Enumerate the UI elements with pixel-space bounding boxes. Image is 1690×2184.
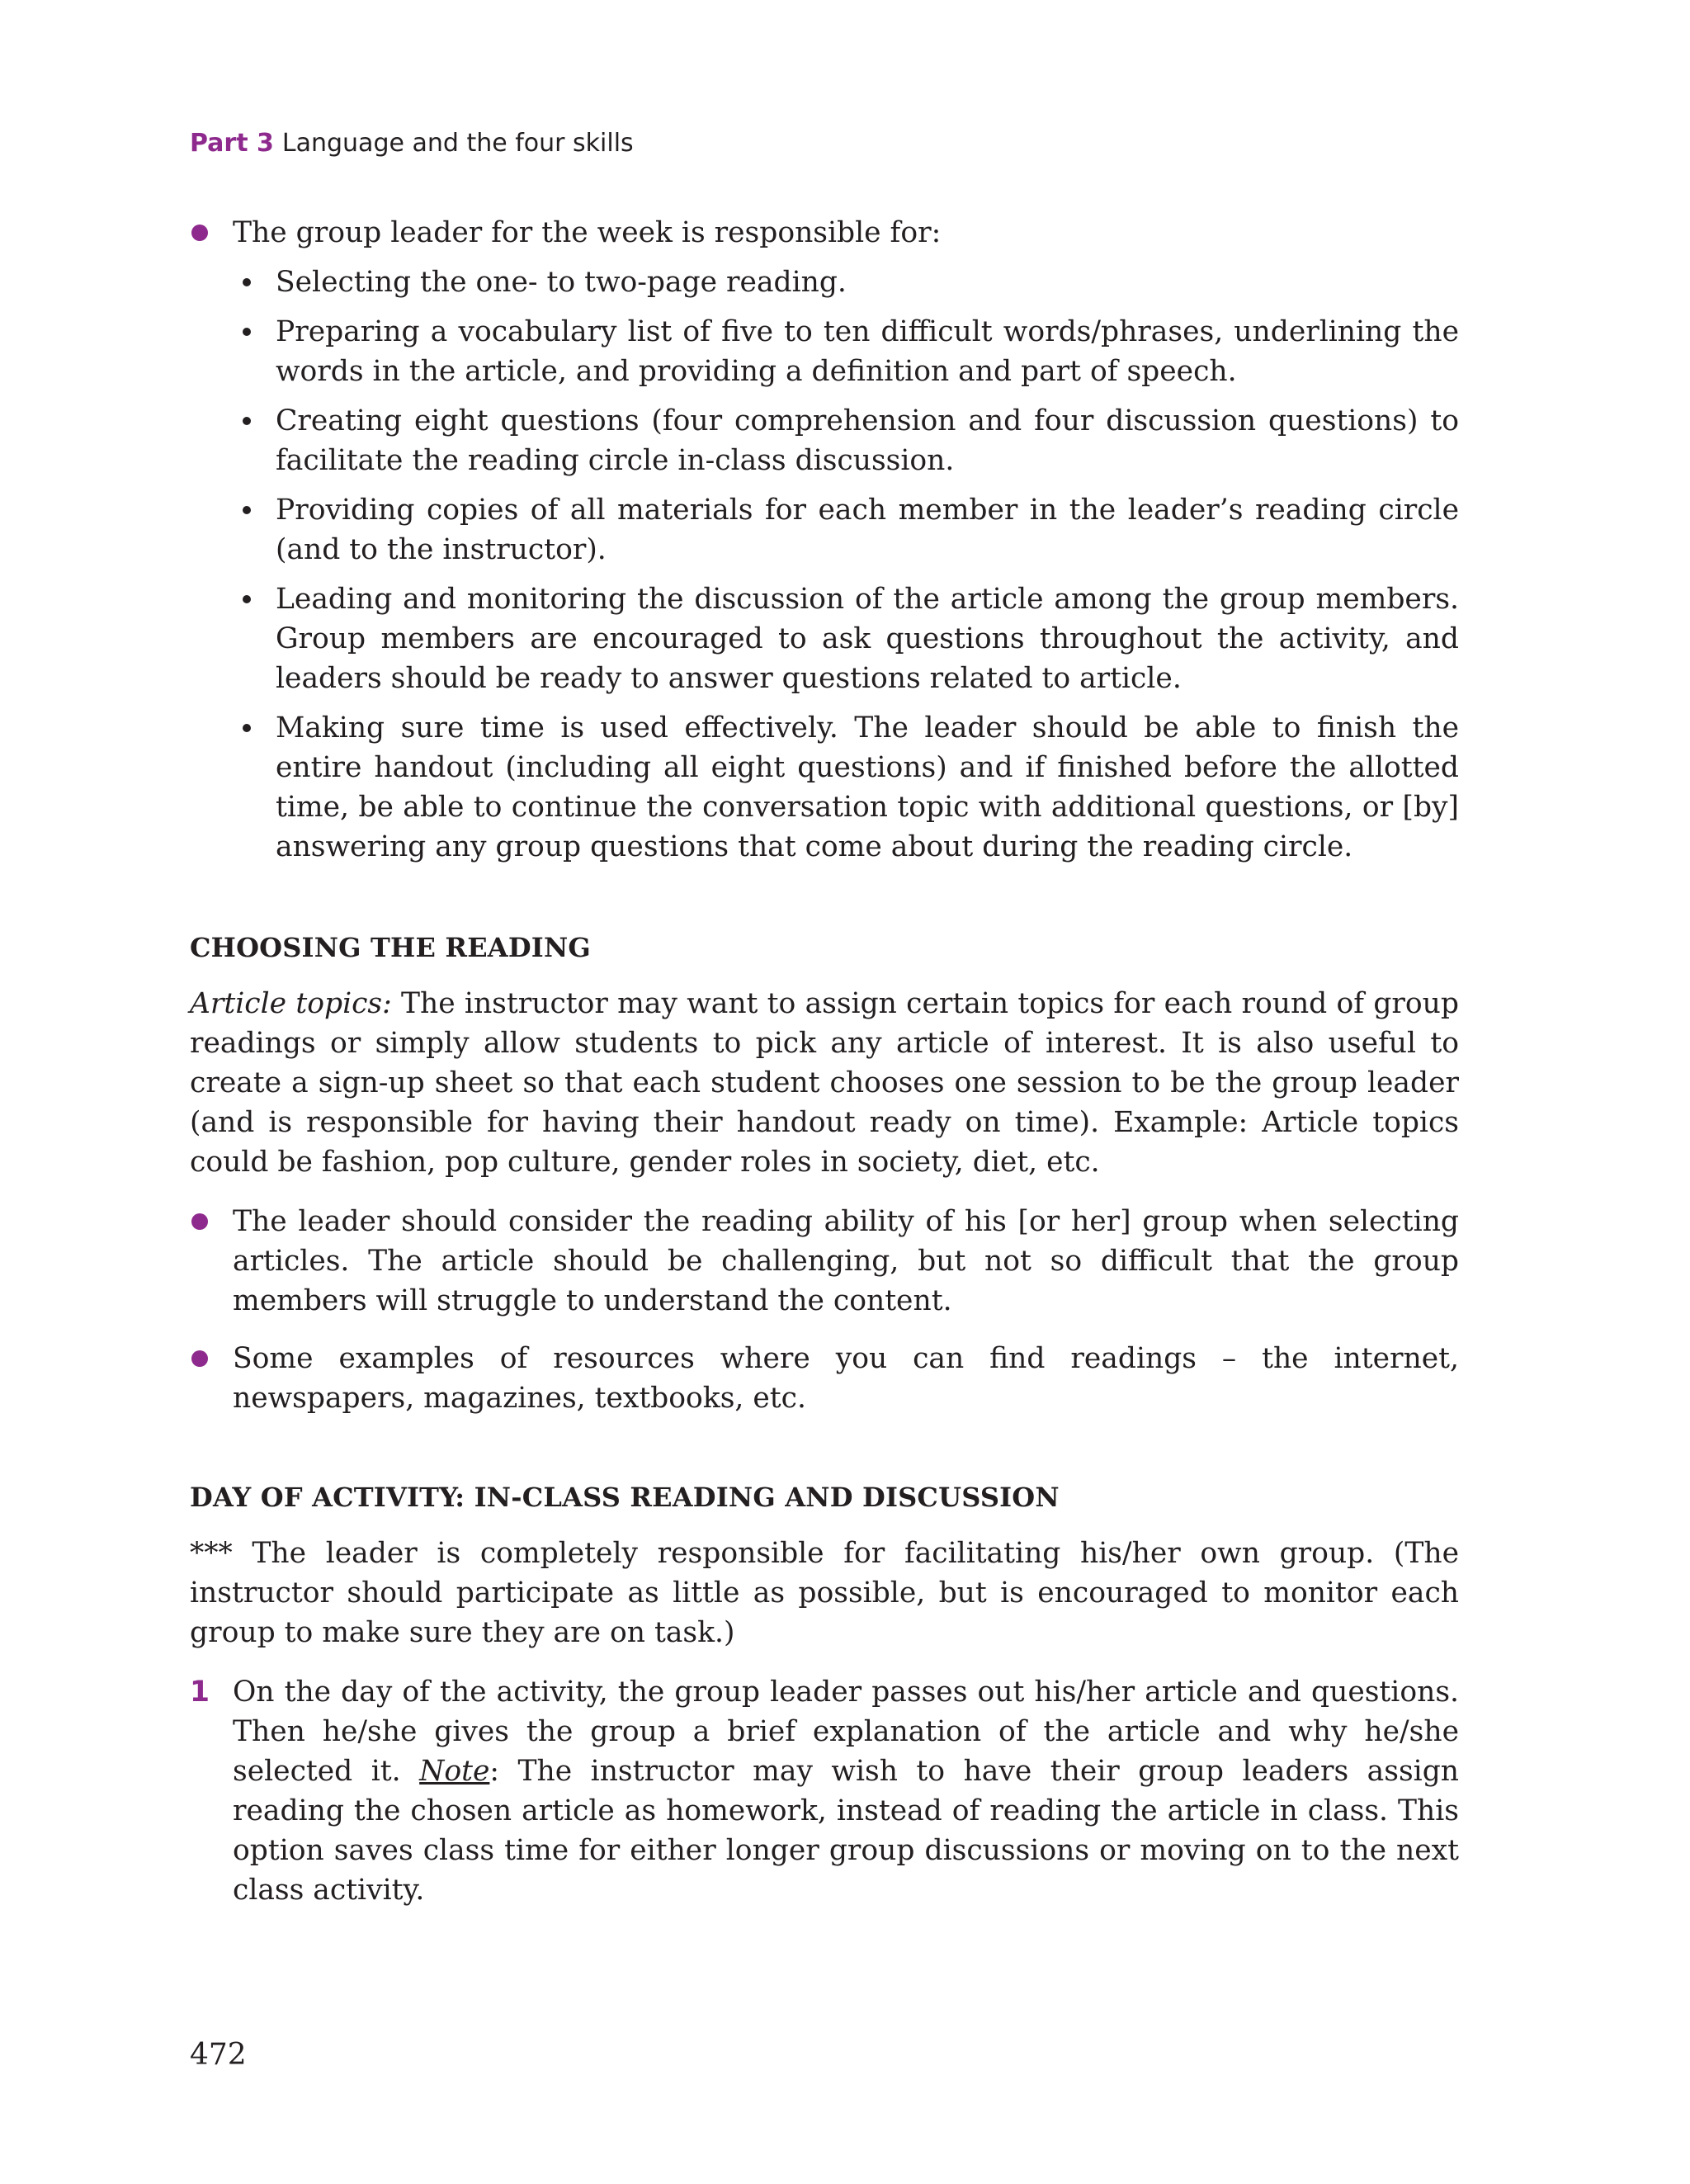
running-head: [190, 125, 634, 162]
choosing-bullet-text: The leader should consider the reading ability of his [or her] group when selecting articles. The article should be challenging, but not so difficult that the group members will struggle to understand the content.: [233, 1205, 1459, 1317]
list-item: [233, 708, 1459, 867]
bullet-dot: [243, 417, 251, 425]
stars-marker: ***: [190, 1537, 233, 1570]
article-topics-paragraph: [190, 984, 1459, 1182]
note-label: Note: [419, 1755, 490, 1788]
bullet-dot: [243, 278, 251, 286]
list-item: [233, 490, 1459, 570]
choosing-bullet: [190, 1339, 1459, 1418]
day-of-activity-intro-text: The leader is completely responsible for facilitating his/her own group. (The instructor should participate as little as possible, but is encouraged to monitor each group to make sure they are on task.): [190, 1537, 1459, 1649]
section-heading-choosing: CHOOSING THE READING: [190, 932, 591, 963]
list-item-text: Preparing a vocabulary list of five to ten difficult words/phrases, underlining the words in the article, and providing a definition and part of speech.: [276, 315, 1459, 388]
list-item: [233, 401, 1459, 480]
list-item-text: Selecting the one- to two-page reading.: [276, 266, 847, 299]
page-number: 472: [190, 2038, 247, 2072]
day-of-activity-intro: [190, 1534, 1459, 1652]
note-text: : The instructor may wish to have their group leaders assign reading the chosen article as homework, instead of reading the article in class. This option saves class time for either longer group discussions or moving on to the next class activity.: [233, 1755, 1459, 1907]
bullet-dot: [243, 328, 251, 336]
choosing-bullet-text: Some examples of resources where you can find readings – the internet, newspapers, magazines, textbooks, etc.: [233, 1342, 1459, 1415]
bullet-dot: [191, 1350, 208, 1367]
bullet-dot: [243, 506, 251, 514]
part-title: Language and the four skills: [281, 129, 634, 158]
article-topics-text: The instructor may want to assign certain topics for each round of group readings or simply allow students to pick any article of interest. It is also useful to create a sign-up sheet so that each student chooses one session to be the group leader (and is responsible for having their handout ready on time). Example: Article topics could be fashion, pop culture, gender roles in society, diet, etc.: [190, 987, 1459, 1179]
list-item-text: Providing copies of all materials for each member in the leader’s reading circle (and to the instructor).: [276, 494, 1459, 566]
list-item: [233, 579, 1459, 698]
numbered-step: [190, 1672, 1459, 1910]
list-item: [233, 262, 1459, 302]
article-topics-label: Article topics:: [190, 987, 392, 1020]
choosing-bullet: [190, 1202, 1459, 1321]
bullet-dot: [191, 1213, 208, 1230]
step-number: 1: [190, 1676, 210, 1709]
list-item-text: Making sure time is used effectively. The leader should be able to finish the entire handout (including all eight questions) and if finished before the allotted time, be able to continue the conversation topic with additional questions, or [by] answering any group questions that come about during the reading circle.: [276, 711, 1459, 863]
bullet-dot: [243, 595, 251, 603]
section-heading-day-of-activity: DAY OF ACTIVITY: IN-CLASS READING AND DISCUSSION: [190, 1482, 1060, 1513]
list-item-text: Leading and monitoring the discussion of the article among the group members. Group members are encouraged to ask questions throughout the activity, and leaders should be ready to answer questions related to article.: [276, 583, 1459, 695]
list-item-text: Creating eight questions (four comprehension and four discussion questions) to facilitate the reading circle in-class discussion.: [276, 404, 1459, 477]
page-content: [190, 213, 1459, 1910]
leader-duties-intro: The group leader for the week is responsible for:: [233, 216, 942, 249]
list-item: [233, 312, 1459, 391]
part-label: Part 3: [190, 129, 274, 158]
leader-duties-bullet: [190, 213, 1459, 867]
leader-duties-list: [233, 262, 1459, 867]
bullet-dot: [243, 724, 251, 732]
step-text: On the day of the activity, the group leader passes out his/her article and questions. Then he/she gives the group a brief explanation of the article and why he/she selected it.: [233, 1676, 1459, 1788]
bullet-dot: [191, 225, 208, 241]
